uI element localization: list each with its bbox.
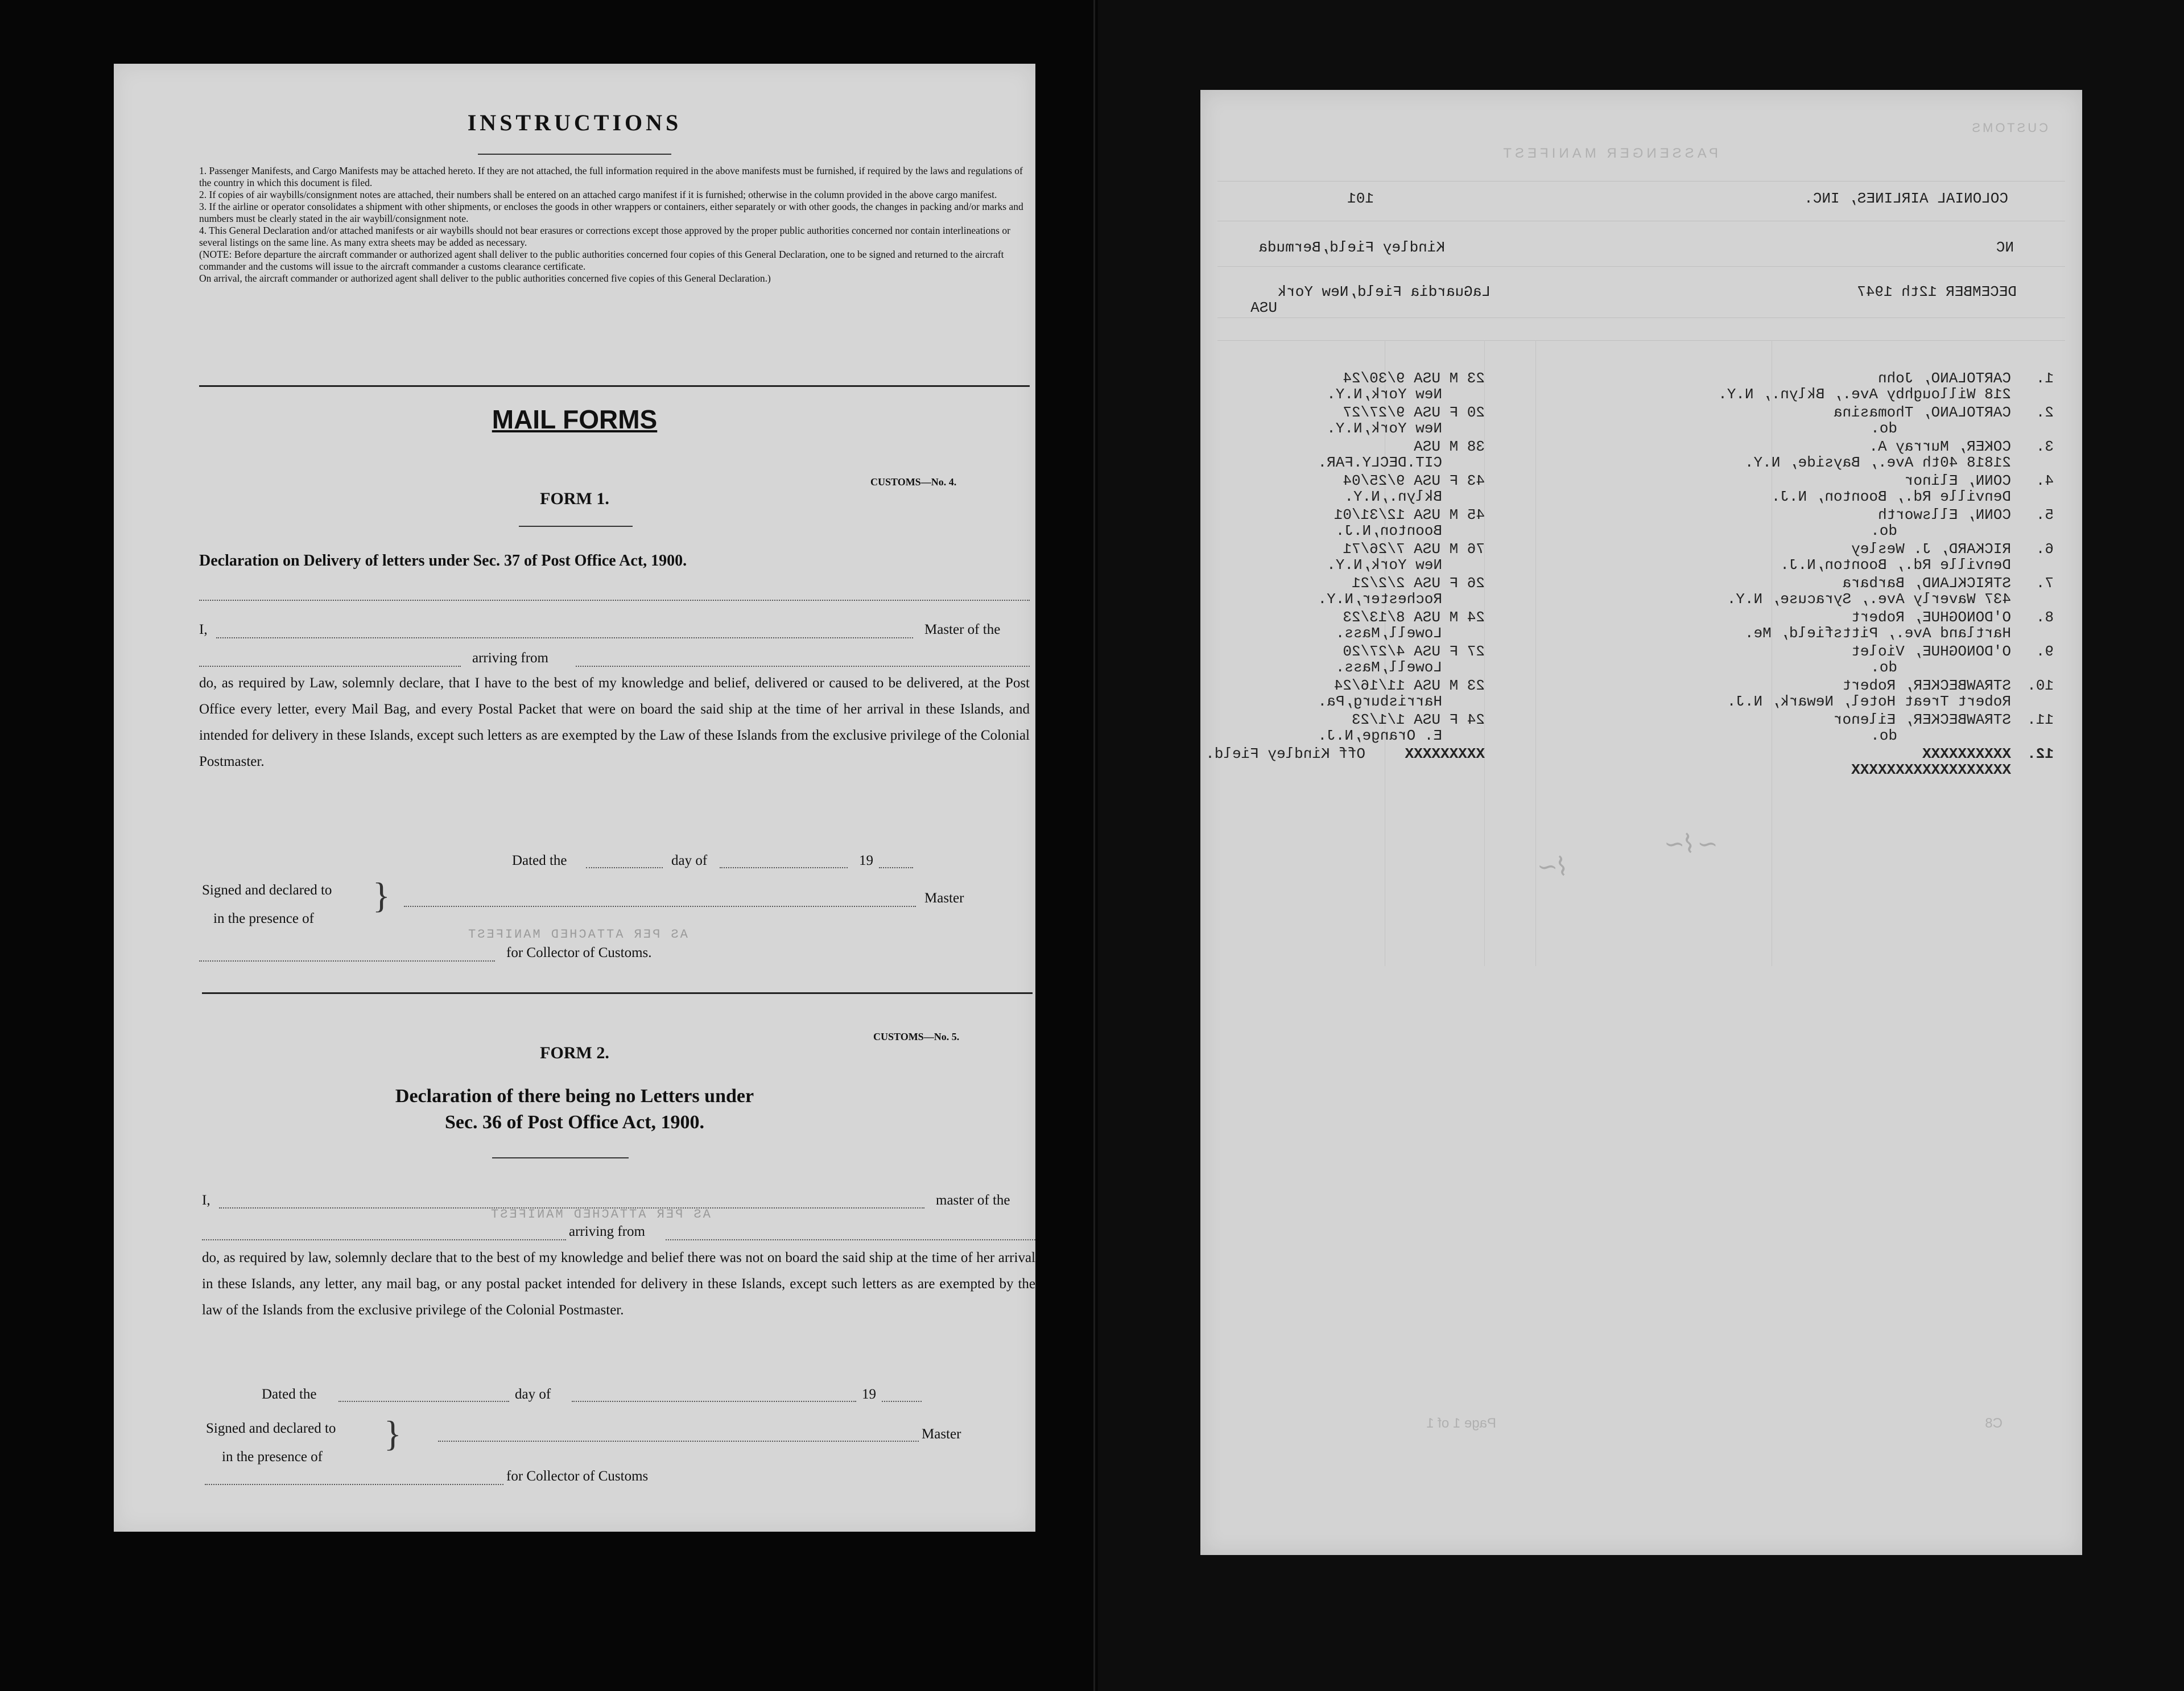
manifest-flight-number: 101 <box>1347 190 1374 207</box>
manifest-rule <box>1217 340 2065 341</box>
passenger-row <box>1200 404 2082 437</box>
form2-heading-rule <box>492 1157 629 1158</box>
manifest-to-place: LaGuardia Field,New York <box>1277 283 1491 300</box>
form1-master-signature-field[interactable] <box>404 906 916 907</box>
passenger-origin: Bklyn.,N.Y. <box>1344 488 1442 505</box>
manifest-date: DECEMBER 12th 1947 <box>1857 283 2017 300</box>
form2-dated-the: Dated the <box>262 1387 317 1402</box>
passenger-address: 218 Willoughby Ave., Bklyn., N.Y. <box>1718 386 2011 403</box>
passenger-name: STRICKLAND, Barbara <box>1842 575 2011 592</box>
passenger-number: 3. <box>2036 438 2054 455</box>
form1-origin-field[interactable] <box>576 666 1030 667</box>
form2-brace: } <box>384 1413 402 1454</box>
faint-signature: ~⌇~ <box>1663 830 1718 859</box>
passenger-origin: New York,N.Y. <box>1327 556 1442 574</box>
instructions-list <box>199 165 1035 284</box>
passenger-row <box>1200 609 2082 642</box>
form2-month-field[interactable] <box>572 1401 856 1402</box>
passenger-address: do. <box>1871 659 1897 676</box>
instruction-note: (NOTE: Before departure the aircraft commander or authorized agent shall deliver to the public authorities concerned four copies of this General Declaration, one to be signed and returned to the aircraft commander and the customs will issue to the aircraft commander a customs clearance certificate. <box>199 249 1004 272</box>
form2-date-field[interactable] <box>338 1401 509 1402</box>
form2-master-label: Master <box>922 1426 961 1442</box>
manifest-rule <box>1217 181 2065 182</box>
form2-arriving-from: arriving from <box>569 1224 645 1239</box>
mail-forms-page <box>114 64 1035 1532</box>
passenger-name: CONN, Ellsworth <box>1877 506 2011 523</box>
passenger-info: XXXXXXXXX <box>1405 745 1485 762</box>
passenger-address: Robert Treat Hotel, Newark, N.J. <box>1727 693 2011 710</box>
passenger-info: 38 M USA <box>1414 438 1485 455</box>
passenger-address: Denville Rd., Boonton, N.J. <box>1771 488 2011 505</box>
passenger-row <box>1200 575 2082 608</box>
form1-heading: Declaration on Delivery of letters under Sec. 37 of Post Office Act, 1900. <box>199 552 687 570</box>
manifest-footer-code: C8 <box>1985 1416 2003 1431</box>
passenger-name: XXXXXXXXXX <box>1922 745 2011 762</box>
scan-gutter <box>1093 0 1095 1691</box>
passenger-row <box>1200 472 2082 505</box>
form2-heading <box>114 1083 1035 1136</box>
passenger-name: RICKARD, J. Wesley <box>1851 541 2011 558</box>
passenger-number: 7. <box>2036 575 2054 592</box>
passenger-address: 21818 40th Ave., Bayside, N.Y. <box>1744 454 2011 471</box>
passenger-number: 2. <box>2036 404 2054 421</box>
form2-ship-field[interactable] <box>202 1239 566 1240</box>
passenger-origin: New York,N.Y. <box>1327 420 1442 437</box>
manifest-from-place: Kindley Field,Bermuda <box>1258 239 1445 256</box>
passenger-origin: Lowell,Mass. <box>1335 659 1442 676</box>
form1-signed-declared: Signed and declared to <box>202 882 332 898</box>
form1-collector-label: for Collector of Customs. <box>506 945 652 960</box>
manifest-rule <box>1217 317 2065 318</box>
passenger-origin: Off Kindley Field. <box>1205 745 1365 762</box>
passenger-origin: CIT.DECLY.FAR. <box>1318 454 1442 471</box>
form1-date-field[interactable] <box>586 867 663 868</box>
form1-customs-number: CUSTOMS—No. 4. <box>870 476 957 488</box>
form2-heading-line1: Declaration of there being no Letters under <box>395 1086 754 1107</box>
passenger-origin: Boonton,N.J. <box>1335 522 1442 539</box>
passenger-name: COKER, Murray A. <box>1869 438 2011 455</box>
form1-collector-field[interactable] <box>199 960 495 962</box>
form1-master-of-the: Master of the <box>924 622 1001 637</box>
passenger-name: O'DONOGHUE, Robert <box>1851 609 2011 626</box>
form1-presence-of: in the presence of <box>213 911 315 926</box>
passenger-address: do. <box>1871 727 1897 744</box>
form2-label: FORM 2. <box>540 1044 609 1062</box>
section-divider <box>199 385 1030 387</box>
form2-customs-number: CUSTOMS—No. 5. <box>873 1031 960 1042</box>
passenger-row <box>1200 677 2082 710</box>
passenger-info: 76 M USA 7/26/71 <box>1343 541 1485 558</box>
instruction-item: 1. Passenger Manifests, and Cargo Manifests may be attached hereto. If they are not attached, the full information required in the above manifests must be furnished, if required by the laws and regulations of the country in which this document is filed. <box>199 165 1023 188</box>
passenger-info: 24 F USA 1/1/23 <box>1351 711 1485 728</box>
passenger-address: do. <box>1871 420 1897 437</box>
manifest-faint-title: PASSENGER MANIFEST <box>1500 146 1718 161</box>
passenger-info: 20 F USA 9/27/27 <box>1343 404 1485 421</box>
passenger-origin: Lowell,Mass. <box>1335 625 1442 642</box>
form2-signed-declared: Signed and declared to <box>206 1421 336 1436</box>
instruction-note: On arrival, the aircraft commander or authorized agent shall deliver to the public authorities concerned five copies of this General Declaration.) <box>199 273 771 284</box>
form1-year-prefix: 19 <box>859 853 873 868</box>
passenger-address: XXXXXXXXXXXXXXXXXX <box>1851 761 2011 778</box>
form1-reversed-stamp: AS PER ATTACHED MANIFEST <box>466 927 688 942</box>
passenger-number: 6. <box>2036 541 2054 558</box>
passenger-origin: New York,N.Y. <box>1327 386 1442 403</box>
form2-master-of-the: master of the <box>936 1193 1010 1208</box>
instructions-underline <box>478 154 671 155</box>
manifest-nationality: NC <box>1996 239 2014 256</box>
passenger-row <box>1200 438 2082 471</box>
passenger-manifest-page-reverse <box>1200 90 2082 1555</box>
form1-day-of: day of <box>671 853 708 868</box>
form2-heading-line2: Sec. 36 of Post Office Act, 1900. <box>444 1112 705 1133</box>
manifest-faint-customs: CUSTOMS <box>1970 121 2048 135</box>
passenger-name: STRAWBECKER, Eilenor <box>1833 711 2011 728</box>
manifest-rule <box>1217 266 2065 267</box>
passenger-number: 12. <box>2027 745 2054 762</box>
form2-year-prefix: 19 <box>862 1387 876 1402</box>
instruction-item: 4. This General Declaration and/or attached manifests or air waybills should not bear erasures or corrections except those approved by the proper public authorities concerned nor contain interlineations or several listings on the same line. As many extra sheets may be added as necessary. <box>199 225 1010 248</box>
form2-reversed-stamp-top: AS PER ATTACHED MANIFEST <box>489 1207 711 1222</box>
form1-year-field[interactable] <box>879 867 913 868</box>
passenger-row <box>1200 541 2082 574</box>
form1-month-field[interactable] <box>720 867 848 868</box>
passenger-info: 23 M USA 9/30/24 <box>1343 370 1485 387</box>
manifest-footer-page: Page 1 of 1 <box>1426 1416 1496 1431</box>
form1-master-label: Master <box>924 890 964 906</box>
passenger-number: 8. <box>2036 609 2054 626</box>
mail-forms-title: MAIL FORMS <box>492 405 658 434</box>
passenger-info: 26 F USA 2/2/21 <box>1351 575 1485 592</box>
passenger-row <box>1200 711 2082 744</box>
passenger-origin: Harrisburg,Pa. <box>1318 693 1442 710</box>
passenger-number: 11. <box>2027 711 2054 728</box>
passenger-number: 9. <box>2036 643 2054 660</box>
passenger-origin: Rochester,N.Y. <box>1318 591 1442 608</box>
form2-day-of: day of <box>515 1387 551 1402</box>
form2-year-field[interactable] <box>882 1401 922 1402</box>
manifest-operator: COLONIAL AIRLINES, INC. <box>1804 190 2008 207</box>
passenger-info: 43 F USA 9/25/04 <box>1343 472 1485 489</box>
form2-origin-field[interactable] <box>666 1239 1035 1240</box>
passenger-name: O'DONOGHUE, Violet <box>1851 643 2011 660</box>
passenger-name: CARTOLANO, John <box>1877 370 2011 387</box>
form-divider <box>202 992 1033 994</box>
form1-heading-line <box>199 600 1030 601</box>
passenger-address: 437 Waverly Ave., Syracuse, N.Y. <box>1727 591 2011 608</box>
passenger-name: CARTOLANO, Thomasina <box>1833 404 2011 421</box>
passenger-number: 4. <box>2036 472 2054 489</box>
passenger-number: 5. <box>2036 506 2054 523</box>
faint-signature: ⌇~ <box>1537 852 1570 881</box>
passenger-info: 27 F USA 4/27/20 <box>1343 643 1485 660</box>
form2-master-signature-field[interactable] <box>438 1441 919 1442</box>
form2-collector-field[interactable] <box>205 1484 503 1485</box>
form1-name-field[interactable] <box>216 637 913 638</box>
form1-body-text: do, as required by Law, solemnly declare, that I have to the best of my knowledge and belief, delivered or caused to be delivered, at the Post Office every letter, every Mail Bag, and every Postal Packet that were on board the said ship at the time of her arrival in these Islands, and intended for delivery in these Islands, except such letters as are exempted by the Law of these Islands from the exclusive privilege of the Colonial Postmaster. <box>199 675 1030 769</box>
form1-ship-field[interactable] <box>199 666 461 667</box>
form1-label-rule <box>519 526 633 527</box>
passenger-origin: E. Orange,N.J. <box>1318 727 1442 744</box>
passenger-address: do. <box>1871 522 1897 539</box>
instruction-item: 2. If copies of air waybills/consignment notes are attached, their numbers shall be entered on an attached cargo manifest if it is furnished; otherwise in the column provided in the above cargo manifest. <box>199 189 997 200</box>
form2-collector-label: for Collector of Customs <box>506 1469 649 1484</box>
passenger-address: Denville Rd., Boonton,N.J. <box>1780 556 2011 574</box>
passenger-name: CONN, Elinor <box>1904 472 2011 489</box>
passenger-row <box>1200 370 2082 403</box>
form1-dated-the: Dated the <box>512 853 567 868</box>
mirrored-manifest <box>1200 90 2082 1555</box>
manifest-to-country: USA <box>1250 299 1277 316</box>
form2-body-text: do, as required by law, solemnly declare that to the best of my knowledge and belief there was not on board the said ship at the time of her arrival in these Islands, any letter, any mail bag, or any postal packet intended for delivery in these Islands, except such letters as are exempted by the law of the Islands from the exclusive privilege of the Colonial Postmaster. <box>202 1250 1035 1318</box>
passenger-row <box>1200 506 2082 539</box>
form1-label: FORM 1. <box>540 489 609 508</box>
passenger-info: 24 M USA 8/13/23 <box>1343 609 1485 626</box>
passenger-row <box>1200 643 2082 676</box>
passenger-number: 10. <box>2027 677 2054 694</box>
form1-i-label: I, <box>199 622 208 637</box>
passenger-info: 23 M USA 11/16/24 <box>1333 677 1485 694</box>
passenger-info: 45 M USA 12/31/01 <box>1333 506 1485 523</box>
form2-i-label: I, <box>202 1193 210 1208</box>
passenger-name: STRAWBECKER, Robert <box>1842 677 2011 694</box>
passenger-number: 1. <box>2036 370 2054 387</box>
form1-brace: } <box>373 875 390 915</box>
form1-arriving-from: arriving from <box>472 650 548 666</box>
form2-presence-of: in the presence of <box>222 1449 323 1465</box>
instructions-title: INSTRUCTIONS <box>467 110 682 135</box>
passenger-address: Hartland Ave., Pittsfield, Me. <box>1744 625 2011 642</box>
instruction-item: 3. If the airline or operator consolidates a shipment with other shipments, or encloses the goods in other wrappers or containers, either separately or with other goods, the changes in packing and/or marks and numbers must be clearly stated in the air waybill/consignment note. <box>199 201 1023 224</box>
passenger-row-struck <box>1200 745 2082 778</box>
